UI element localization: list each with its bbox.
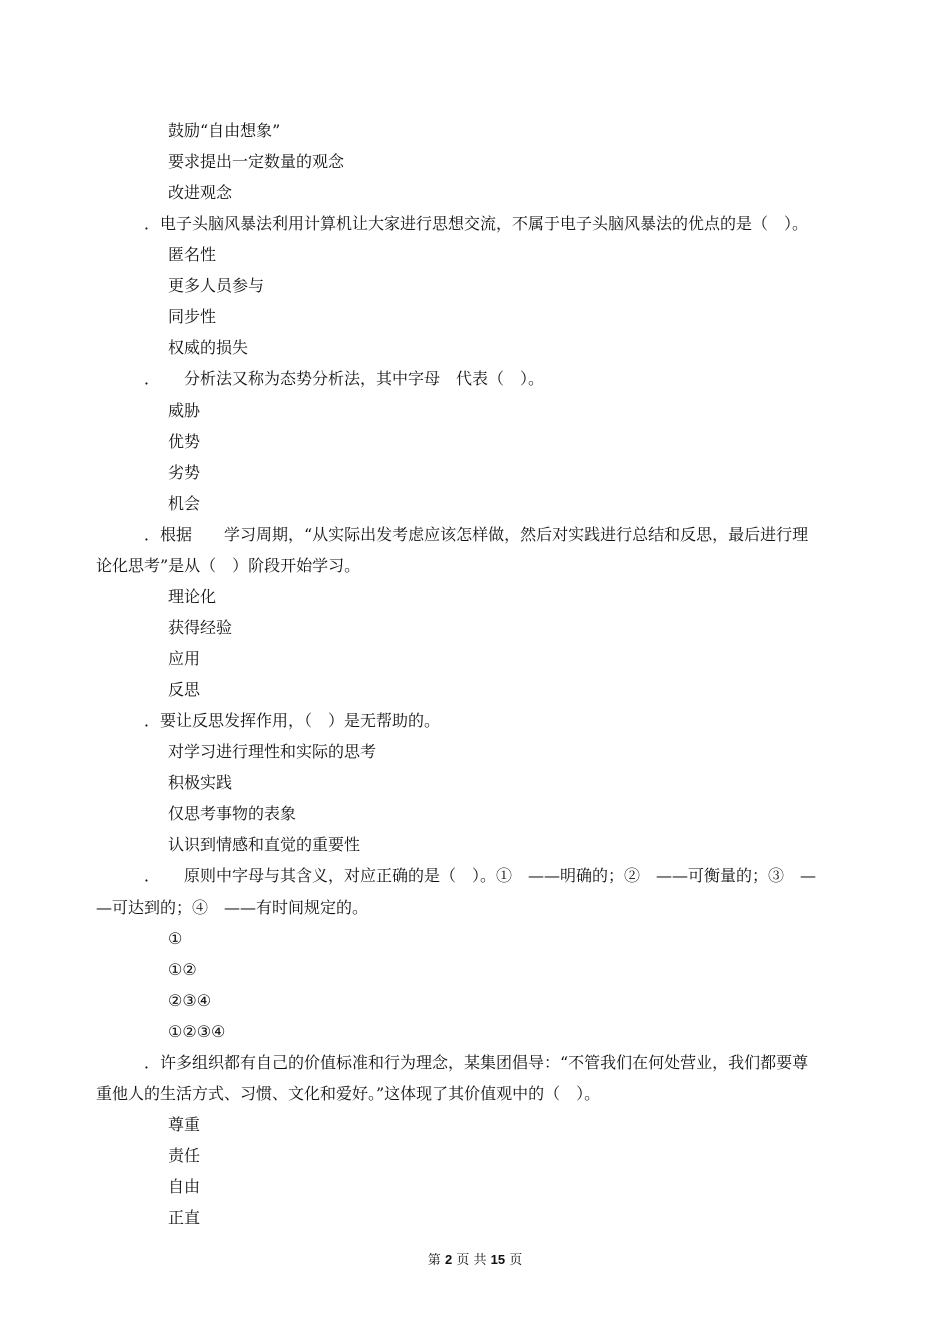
option-text: 威胁 [168, 401, 201, 420]
option-text: 理论化 [168, 587, 217, 606]
total-pages-number: 15 [490, 1252, 506, 1267]
option-text: 要求提出一定数量的观念 [168, 152, 345, 171]
question-text: ． 分析法又称为态势分析法，其中字母 代表（ ）。 [144, 369, 545, 388]
question-text: ．要让反思发挥作用，（ ）是无帮助的。 [144, 711, 441, 730]
option-text: 积极实践 [168, 773, 233, 792]
question-text-continued: 重他人的生活方式、习惯、文化和爱好。”这体现了其价值观中的（ ）。 [96, 1084, 601, 1103]
question-text-continued: —可达到的；④ ——有时间规定的。 [96, 898, 369, 917]
footer-prefix: 第 [427, 1253, 441, 1268]
option-text: 获得经验 [168, 618, 233, 637]
question-text: ．许多组织都有自己的价值标准和行为理念，某集团倡导：“不管我们在何处营业，我们都要尊 [144, 1053, 809, 1072]
option-text: 认识到情感和直觉的重要性 [168, 835, 361, 854]
option-text: 正直 [168, 1208, 201, 1227]
option-text: 鼓励“自由想象” [168, 121, 281, 140]
option-text: 匿名性 [168, 245, 217, 264]
option-text: 劣势 [168, 463, 201, 482]
option-text: ①② [168, 960, 197, 979]
option-text: 对学习进行理性和实际的思考 [168, 742, 377, 761]
footer-suffix: 页 [509, 1253, 523, 1268]
option-text: 机会 [168, 494, 201, 513]
footer-middle: 页 共 [456, 1253, 487, 1268]
option-text: 权威的损失 [168, 338, 249, 357]
option-text: 优势 [168, 432, 201, 451]
question-text-continued: 论化思考”是从（ ）阶段开始学习。 [96, 556, 361, 575]
option-text: 同步性 [168, 307, 217, 326]
option-text: 责任 [168, 1146, 201, 1165]
option-text: 尊重 [168, 1115, 201, 1134]
question-text: ． 原则中字母与其含义，对应正确的是（ ）。① ——明确的；② ——可衡量的；③ — [144, 866, 817, 885]
current-page-number: 2 [444, 1252, 453, 1267]
option-text: 反思 [168, 680, 201, 699]
option-text: 更多人员参与 [168, 276, 265, 295]
option-text: ① [168, 929, 183, 948]
option-text: 自由 [168, 1177, 201, 1196]
option-text: 改进观念 [168, 183, 233, 202]
option-text: 应用 [168, 649, 201, 668]
option-text: 仅思考事物的表象 [168, 804, 297, 823]
option-text: ②③④ [168, 991, 212, 1010]
page-footer [0, 1249, 950, 1268]
question-text: ．电子头脑风暴法利用计算机让大家进行思想交流，不属于电子头脑风暴法的优点的是（ ）。 [144, 214, 809, 233]
option-text: ①②③④ [168, 1022, 226, 1041]
question-text: ．根据 学习周期，“从实际出发考虑应该怎样做，然后对实践进行总结和反思，最后进行理 [144, 525, 809, 544]
